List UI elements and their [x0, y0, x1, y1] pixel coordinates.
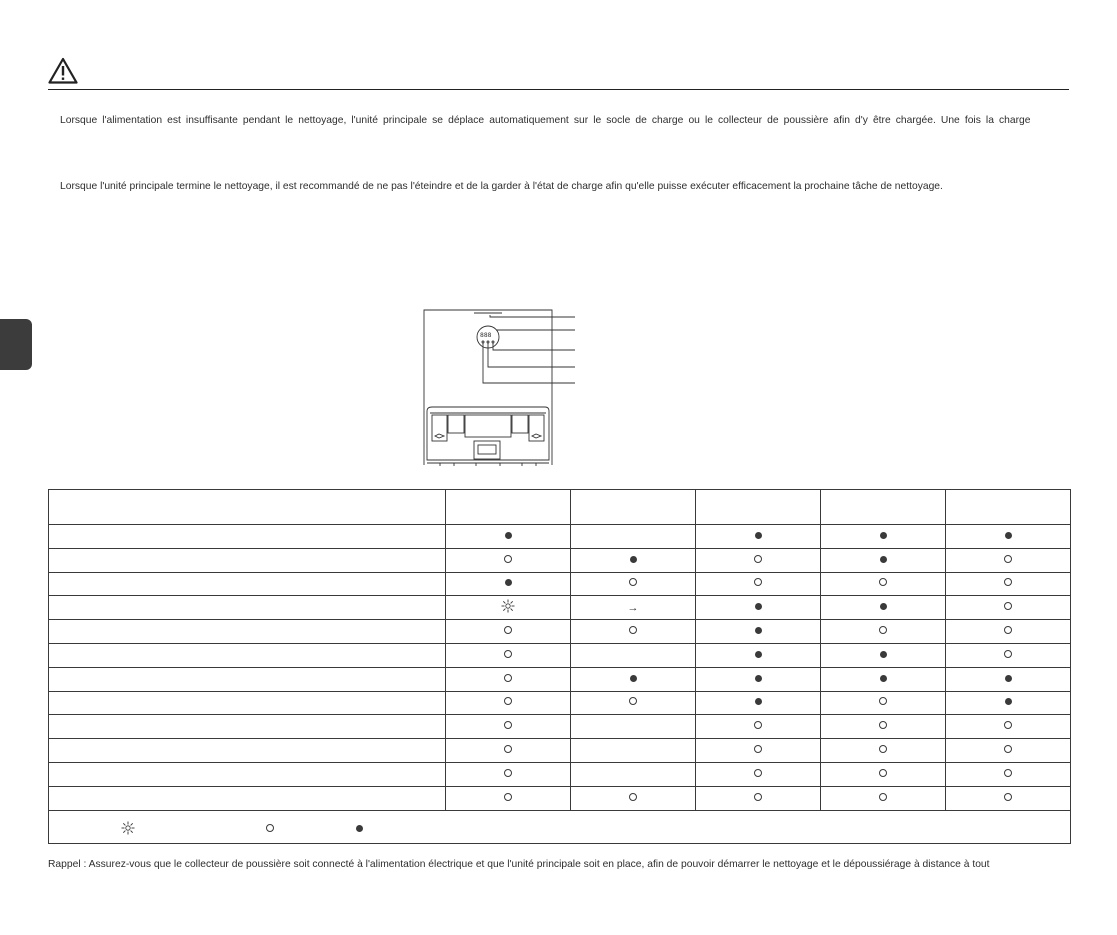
dust-collector-diagram	[418, 305, 580, 470]
legend-off-icon	[266, 824, 274, 835]
indicator-on-icon	[446, 525, 571, 549]
table-row	[49, 786, 1071, 810]
indicator-off-icon	[571, 786, 696, 810]
indicator-on-icon	[696, 643, 821, 667]
table-row	[49, 762, 1071, 786]
indicator-off-icon	[446, 691, 571, 715]
header-cell	[821, 490, 946, 525]
row-label-cell	[49, 667, 446, 691]
indicator-off-icon	[446, 667, 571, 691]
indicator-off-icon	[946, 786, 1071, 810]
indicator-on-icon	[821, 525, 946, 549]
indicator-off-icon	[821, 691, 946, 715]
indicator-off-icon	[446, 643, 571, 667]
legend-blink-icon	[121, 821, 135, 838]
indicator-off-icon	[946, 715, 1071, 739]
indicator-cell	[571, 643, 696, 667]
indicator-on-icon	[821, 643, 946, 667]
warning-paragraph-2: Lorsque l'unité principale termine le nettoyage, il est recommandé de ne pas l'éteindre et de la garder à l'état de charge afin qu'elle puisse exécuter efficacement la prochaine tâche de nettoyage.	[60, 181, 943, 192]
indicator-on-icon	[696, 667, 821, 691]
indicator-off-icon	[696, 739, 821, 763]
indicator-on-icon	[571, 667, 696, 691]
row-label-cell	[49, 691, 446, 715]
indicator-on-icon	[696, 525, 821, 549]
row-label-cell	[49, 572, 446, 596]
table-row	[49, 620, 1071, 644]
warning-paragraph-1: Lorsque l'alimentation est insuffisante pendant le nettoyage, l'unité principale se déplace automatiquement sur le socle de charge ou le collecteur de poussière afin d'y être chargée. Une fois la charge	[60, 115, 1031, 126]
svg-text:888: 888	[480, 332, 492, 339]
header-cell	[946, 490, 1071, 525]
row-label-cell	[49, 739, 446, 763]
header-cell	[49, 490, 446, 525]
indicator-off-icon	[446, 548, 571, 572]
table-row	[49, 596, 1071, 620]
indicator-off-icon	[696, 786, 821, 810]
legend-row	[49, 810, 1071, 843]
reminder-text: Rappel : Assurez-vous que le collecteur de poussière soit connecté à l'alimentation électrique et que l'unité principale soit en place, afin de pouvoir démarrer le nettoyage et le dépoussiérage à distance à tout	[48, 859, 990, 870]
indicator-off-icon	[946, 548, 1071, 572]
indicator-cell	[571, 762, 696, 786]
section-tab	[0, 319, 32, 370]
indicator-cell	[571, 739, 696, 763]
indicator-off-icon	[821, 620, 946, 644]
indicator-off-icon	[696, 715, 821, 739]
legend-cell	[49, 810, 1071, 843]
indicator-blink-icon	[446, 596, 571, 620]
indicator-off-icon	[821, 786, 946, 810]
table-row	[49, 525, 1071, 549]
indicator-off-icon	[446, 715, 571, 739]
indicator-off-icon	[821, 572, 946, 596]
indicator-on-icon	[821, 667, 946, 691]
indicator-on-icon	[571, 548, 696, 572]
header-cell	[446, 490, 571, 525]
indicator-off-icon	[821, 762, 946, 786]
arrow-right-icon: →	[571, 596, 696, 620]
legend-on-icon	[356, 824, 363, 835]
indicator-off-icon	[446, 786, 571, 810]
indicator-off-icon	[696, 548, 821, 572]
indicator-on-icon	[696, 620, 821, 644]
row-label-cell	[49, 786, 446, 810]
indicator-off-icon	[946, 572, 1071, 596]
header-rule	[48, 89, 1069, 90]
indicator-off-icon	[946, 762, 1071, 786]
table-header-row	[49, 490, 1071, 525]
indicator-off-icon	[571, 572, 696, 596]
indicator-off-icon	[571, 620, 696, 644]
table-row	[49, 715, 1071, 739]
indicator-on-icon	[696, 596, 821, 620]
row-label-cell	[49, 762, 446, 786]
row-label-cell	[49, 525, 446, 549]
indicator-on-icon	[446, 572, 571, 596]
indicator-off-icon	[946, 620, 1071, 644]
indicator-off-icon	[821, 715, 946, 739]
indicator-on-icon	[946, 691, 1071, 715]
table-row	[49, 548, 1071, 572]
indicator-cell	[571, 715, 696, 739]
table-row	[49, 572, 1071, 596]
header-cell	[571, 490, 696, 525]
indicator-on-icon	[946, 525, 1071, 549]
indicator-off-icon	[946, 643, 1071, 667]
indicator-on-icon	[821, 548, 946, 572]
indicator-off-icon	[946, 739, 1071, 763]
indicator-off-icon	[821, 739, 946, 763]
row-label-cell	[49, 596, 446, 620]
table-row	[49, 667, 1071, 691]
warning-triangle-icon	[48, 57, 78, 85]
indicator-off-icon	[696, 572, 821, 596]
indicator-on-icon	[821, 596, 946, 620]
indicator-off-icon	[446, 739, 571, 763]
indicator-off-icon	[696, 762, 821, 786]
row-label-cell	[49, 643, 446, 667]
indicator-on-icon	[696, 691, 821, 715]
indicator-off-icon	[946, 596, 1071, 620]
table-row	[49, 691, 1071, 715]
indicator-table	[48, 489, 1071, 844]
row-label-cell	[49, 548, 446, 572]
indicator-off-icon	[571, 691, 696, 715]
row-label-cell	[49, 715, 446, 739]
table-row	[49, 643, 1071, 667]
indicator-cell	[571, 525, 696, 549]
row-label-cell	[49, 620, 446, 644]
indicator-off-icon	[446, 620, 571, 644]
indicator-on-icon	[946, 667, 1071, 691]
indicator-off-icon	[446, 762, 571, 786]
header-cell	[696, 490, 821, 525]
table-row	[49, 739, 1071, 763]
